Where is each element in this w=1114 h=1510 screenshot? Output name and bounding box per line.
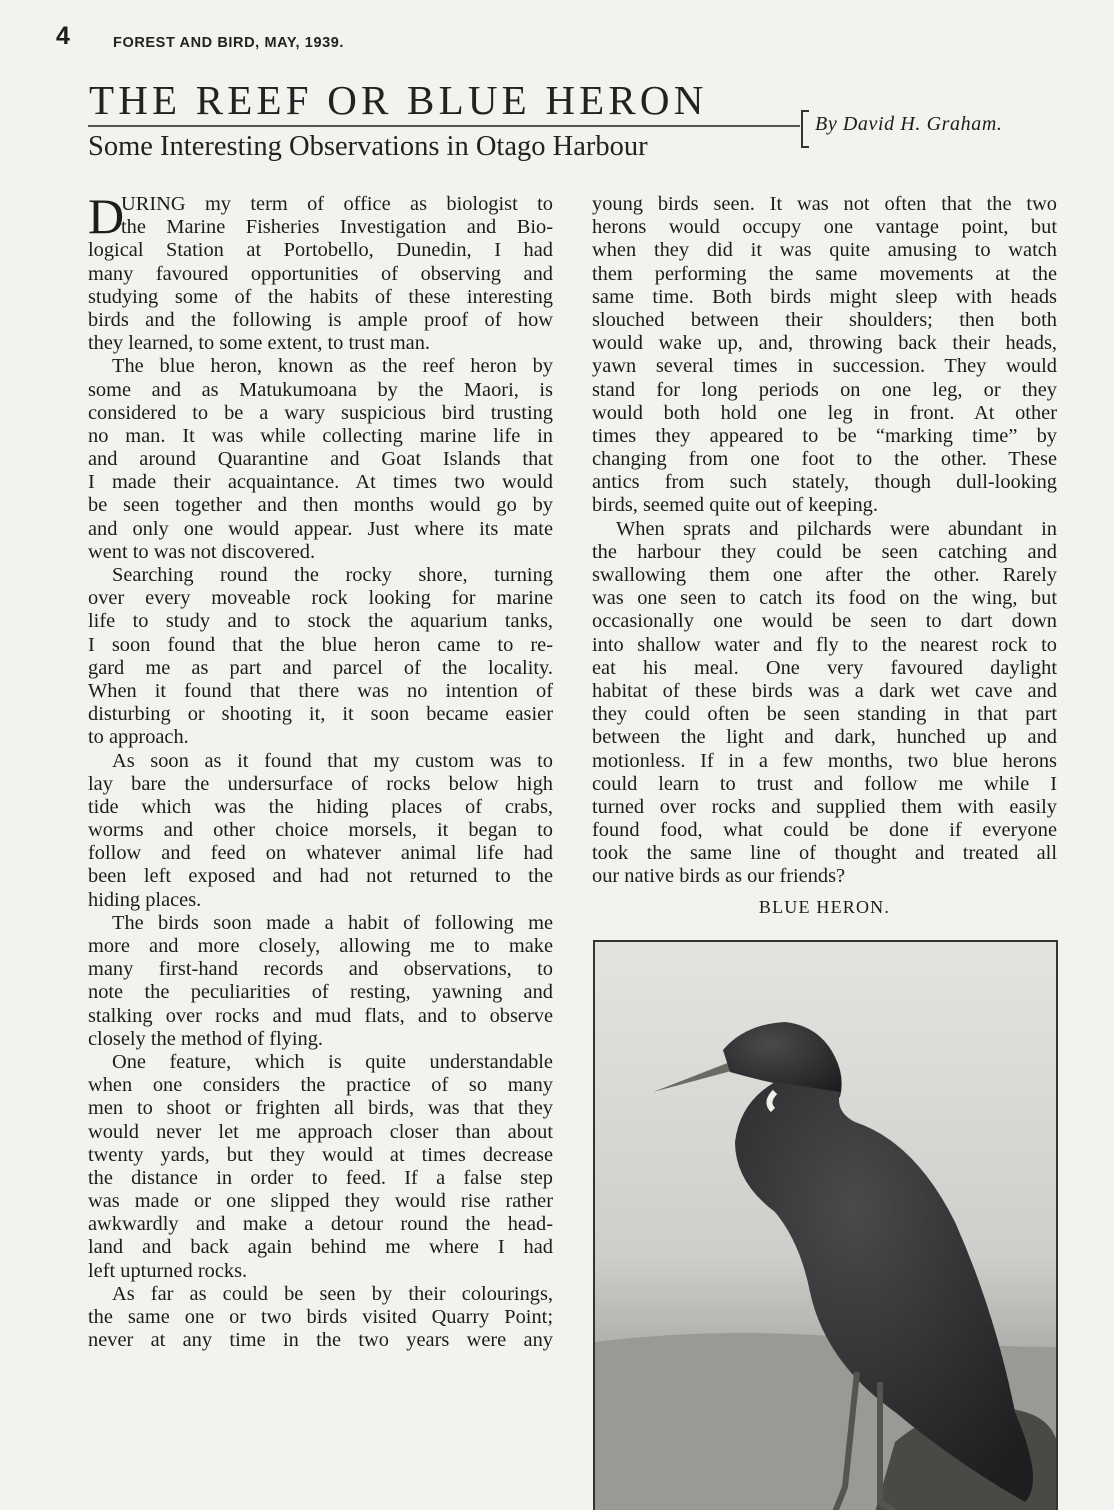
text-line: times they appeared to be “marking time” by: [592, 424, 1057, 447]
text-line: closely the method of flying.: [88, 1027, 324, 1050]
figure-caption: BLUE HERON.: [758, 897, 891, 917]
byline-bracket: [801, 110, 809, 148]
text-line: hiding places.: [88, 888, 202, 911]
text-line: considered to be a wary suspicious bird trusting: [88, 401, 553, 424]
text-line: the harbour they could be seen catching and: [592, 540, 1057, 563]
text-line: yawn several times in succession. They would: [592, 355, 1057, 378]
text-line: URING my term of office as biologist to: [121, 193, 553, 215]
text-line: they learned, to some extent, to trust man.: [88, 332, 431, 355]
text-line: men to shoot or frighten all birds, was that they: [88, 1097, 553, 1120]
text-line: changing from one foot to the other. These: [592, 448, 1057, 471]
text-line: slouched between their shoulders; then both: [592, 308, 1057, 331]
text-line: when one considers the practice of so many: [88, 1074, 553, 1097]
text-line: tide which was the hiding places of crabs,: [88, 795, 553, 818]
text-line: was made or one slipped they would rise rather: [88, 1190, 553, 1213]
text-line: occasionally one would be seen to dart down: [592, 610, 1057, 633]
text-line: to approach.: [88, 726, 189, 749]
text-line: Searching round the rocky shore, turning: [112, 564, 553, 586]
text-line: herons would occupy one vantage point, but: [592, 216, 1057, 239]
text-line: awkwardly and make a detour round the head-: [88, 1213, 553, 1236]
text-line: many first-hand records and observations, to: [88, 958, 553, 981]
text-line: lay bare the undersurface of rocks below high: [88, 772, 553, 795]
text-line: the same one or two birds visited Quarry Point;: [88, 1306, 553, 1328]
text-line: studying some of the habits of these interesting: [88, 285, 553, 308]
page-number: 4: [56, 22, 70, 50]
text-line: gard me as part and parcel of the locality.: [88, 656, 553, 679]
text-line: As soon as it found that my custom was to: [112, 749, 553, 772]
text-line: been left exposed and had not returned to the: [88, 865, 553, 888]
text-line: As far as could be seen by their colourings,: [112, 1282, 553, 1305]
text-line: left upturned rocks.: [88, 1259, 248, 1282]
text-line: the distance in order to feed. If a false step: [88, 1166, 553, 1189]
text-line: young birds seen. It was not often that the two: [592, 193, 1057, 215]
text-line: some and as Matukumoana by the Maori, is: [88, 378, 553, 401]
text-line: note the peculiarities of resting, yawning and: [88, 981, 553, 1004]
text-line: logical Station at Portobello, Dunedin, I had: [88, 239, 553, 262]
text-line: and only one would appear. Just where its mate: [88, 517, 553, 540]
running-title: FOREST AND BIRD, MAY, 1939.: [113, 35, 345, 51]
text-line: when they did it was quite amusing to watch: [592, 239, 1057, 262]
text-line: would wake up, and, throwing back their heads,: [592, 332, 1057, 355]
text-line: One feature, which is quite understandable: [112, 1050, 553, 1073]
text-line: they could often be seen standing in that part: [592, 703, 1057, 726]
article-title: THE REEF OR BLUE HERON: [89, 77, 708, 123]
left-column: [88, 188, 553, 1352]
text-line: could learn to trust and follow me while I: [592, 772, 1057, 795]
text-line: be seen together and then months would go by: [88, 494, 553, 517]
text-line: motionless. If in a few months, two blue herons: [592, 749, 1057, 772]
text-line: and around Quarantine and Goat Islands that: [88, 448, 553, 471]
text-line: birds and the following is ample proof of how: [88, 308, 553, 331]
text-line: between the light and dark, hunched up and: [592, 726, 1057, 749]
text-line: I soon found that the blue heron came to re-: [88, 633, 553, 656]
text-line: turned over rocks and supplied them with easily: [592, 795, 1057, 818]
drop-cap: D: [88, 188, 125, 244]
text-line: over every moveable rock looking for marine: [88, 587, 553, 610]
text-line: twenty yards, but they would at times decrease: [88, 1143, 553, 1166]
byline: By David H. Graham.: [815, 113, 1003, 135]
text-line: into shallow water and fly to the nearest rock to: [592, 633, 1057, 656]
text-line: many favoured opportunities of observing and: [88, 262, 553, 285]
text-line: land and back again behind me where I had: [88, 1236, 553, 1259]
heron-image: [595, 942, 1058, 1510]
text-line: same time. Both birds might sleep with heads: [592, 285, 1057, 308]
text-line: When it found that there was no intention of: [88, 679, 553, 702]
text-line: never at any time in the two years were any: [88, 1329, 553, 1352]
text-line: eat his meal. One very favoured daylight: [592, 656, 1057, 679]
text-line: more and more closely, allowing me to make: [88, 935, 553, 957]
right-column: [592, 193, 1057, 889]
blue-heron-illustration: [593, 940, 1058, 1510]
article-subtitle: Some Interesting Observations in Otago Harbour: [88, 131, 648, 162]
text-line: found food, what could be done if everyone: [592, 819, 1057, 842]
text-line: was one seen to catch its food on the wing, but: [592, 587, 1057, 610]
text-line: swallowing them one after the other. Rarely: [592, 564, 1057, 586]
text-line: would both hold one leg in front. At other: [592, 401, 1057, 424]
text-line: stalking over rocks and mud flats, and to observe: [88, 1004, 553, 1027]
text-line: took the same line of thought and treated all: [592, 842, 1057, 865]
text-line: antics from such stately, though dull-looking: [592, 471, 1057, 494]
text-line: When sprats and pilchards were abundant in: [616, 517, 1057, 540]
text-line: no man. It was while collecting marine life in: [88, 424, 553, 447]
text-line: life to study and to stock the aquarium tanks,: [88, 610, 553, 633]
text-line: went to was not discovered.: [88, 540, 316, 563]
text-line: habitat of these birds was a dark wet cave and: [592, 679, 1057, 702]
text-line: disturbing or shooting it, it soon became easier: [88, 703, 553, 726]
text-line: them performing the same movements at the: [592, 262, 1057, 285]
text-line: The blue heron, known as the reef heron by: [112, 355, 553, 378]
text-line: our native birds as our friends?: [592, 865, 846, 888]
text-line: I made their acquaintance. At times two would: [88, 471, 553, 494]
text-line: would never let me approach closer than about: [88, 1120, 553, 1143]
text-line: birds, seemed quite out of keeping.: [592, 494, 878, 517]
text-line: stand for long periods on one leg, or they: [592, 378, 1057, 401]
text-line: worms and other choice morsels, it began to: [88, 819, 553, 842]
title-rule: [88, 125, 800, 127]
text-line: The birds soon made a habit of following me: [112, 911, 553, 934]
text-line: the Marine Fisheries Investigation and Bio-: [121, 216, 553, 239]
text-line: follow and feed on whatever animal life had: [88, 842, 553, 865]
